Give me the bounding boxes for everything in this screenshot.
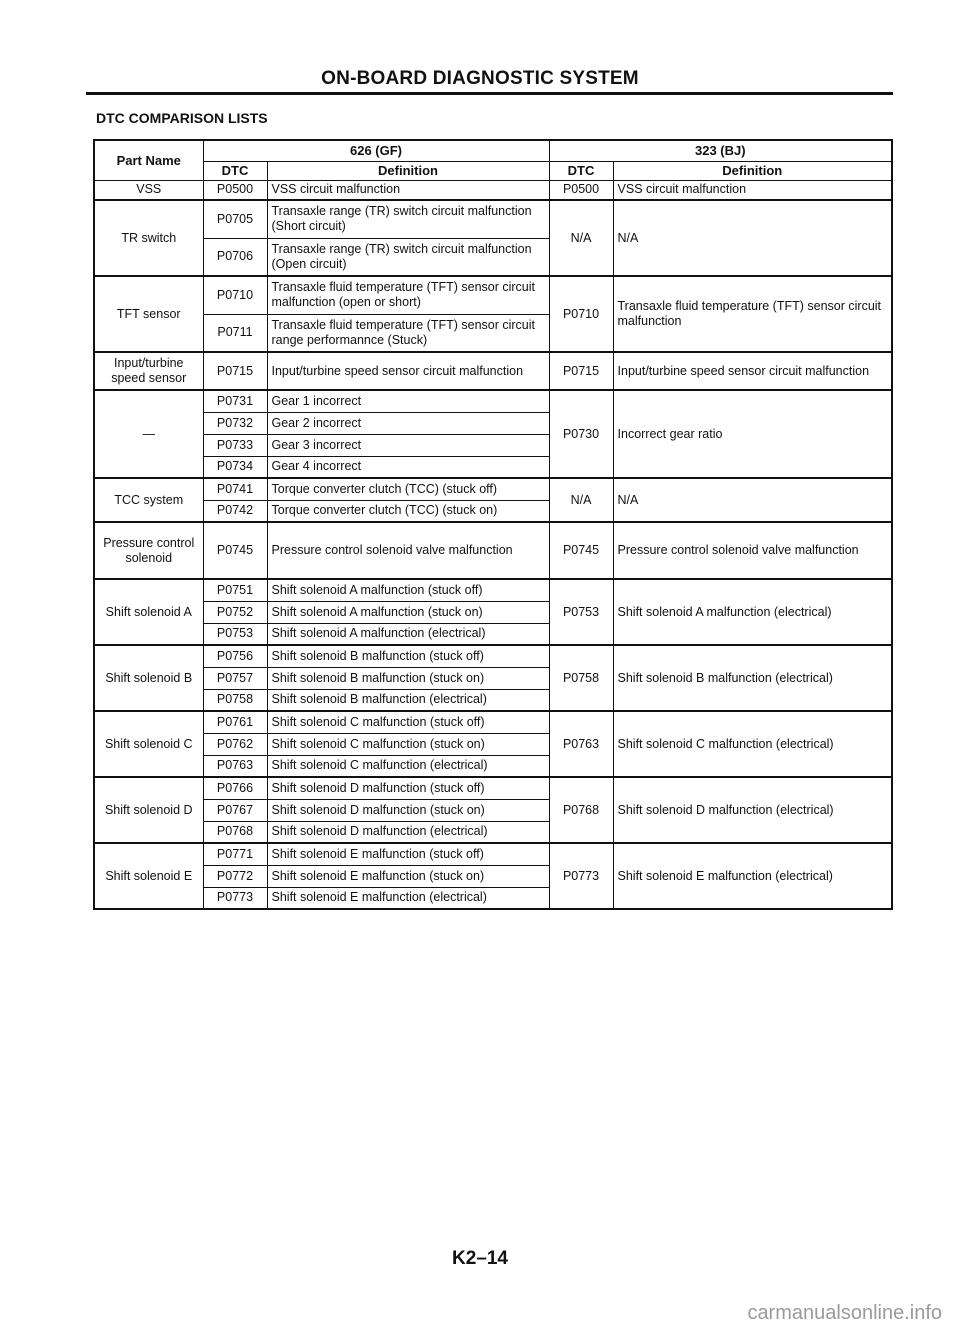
definition-cell: Shift solenoid C malfunction (electrical) <box>267 755 549 777</box>
table-row <box>94 777 892 799</box>
definition-cell: Shift solenoid A malfunction (stuck off) <box>267 579 549 601</box>
dtc-code-cell: P0751 <box>203 579 267 601</box>
dtc-code-cell: P0761 <box>203 711 267 733</box>
dtc-code-cell: P0500 <box>203 180 267 200</box>
dtc-code-cell: P0753 <box>203 623 267 645</box>
dtc-code-cell: P0771 <box>203 843 267 865</box>
definition-cell: Gear 3 incorrect <box>267 434 549 456</box>
definition-cell: Shift solenoid E malfunction (stuck on) <box>267 865 549 887</box>
definition-cell: Transaxle range (TR) switch circuit malfunction (Open circuit) <box>267 238 549 276</box>
dtc-comparison-table <box>93 139 893 910</box>
dtc-code-cell: P0705 <box>203 200 267 238</box>
definition-cell: Gear 2 incorrect <box>267 412 549 434</box>
dtc-code-cell: P0766 <box>203 777 267 799</box>
dtc-code-cell: P0734 <box>203 456 267 478</box>
page-number: K2–14 <box>452 1248 508 1269</box>
table-row <box>94 276 892 314</box>
dtc-code-cell: P0706 <box>203 238 267 276</box>
definition-cell: Gear 1 incorrect <box>267 390 549 412</box>
part-name-cell: TR switch <box>94 200 203 276</box>
dtc-code-cell: P0741 <box>203 478 267 500</box>
header-definition-gf: Definition <box>267 161 549 180</box>
definition-cell: Transaxle range (TR) switch circuit malfunction (Short circuit) <box>267 200 549 238</box>
dtc-code-cell: P0711 <box>203 314 267 352</box>
definition-cell: Shift solenoid D malfunction (electrical) <box>267 821 549 843</box>
page-title: ON-BOARD DIAGNOSTIC SYSTEM <box>321 68 639 89</box>
definition-cell: Shift solenoid C malfunction (stuck off) <box>267 711 549 733</box>
dtc-code-cell: P0732 <box>203 412 267 434</box>
bj-dtc-cell: P0768 <box>549 777 613 843</box>
dtc-code-cell: P0758 <box>203 689 267 711</box>
dtc-code-cell: P0772 <box>203 865 267 887</box>
table-row <box>94 180 892 200</box>
dtc-code-cell: P0768 <box>203 821 267 843</box>
definition-cell: Input/turbine speed sensor circuit malfunction <box>267 352 549 390</box>
header-group-323bj: 323 (BJ) <box>549 140 892 161</box>
dtc-code-cell: P0745 <box>203 522 267 579</box>
dtc-code-cell: P0710 <box>203 276 267 314</box>
dtc-code-cell: P0773 <box>203 887 267 909</box>
part-name-cell: VSS <box>94 180 203 200</box>
bj-dtc-cell: P0730 <box>549 390 613 478</box>
header-part-name: Part Name <box>94 140 203 180</box>
bj-definition-cell: N/A <box>613 478 892 522</box>
table-row <box>94 390 892 412</box>
bj-dtc-cell: P0710 <box>549 276 613 352</box>
bj-dtc-cell: P0763 <box>549 711 613 777</box>
definition-cell: Shift solenoid E malfunction (stuck off) <box>267 843 549 865</box>
table-row <box>94 645 892 667</box>
definition-cell: Shift solenoid B malfunction (electrical) <box>267 689 549 711</box>
bj-definition-cell: N/A <box>613 200 892 276</box>
dtc-code-cell: P0763 <box>203 755 267 777</box>
bj-dtc-cell: N/A <box>549 200 613 276</box>
bj-definition-cell: Shift solenoid C malfunction (electrical) <box>613 711 892 777</box>
definition-cell: Shift solenoid D malfunction (stuck off) <box>267 777 549 799</box>
bj-definition-cell: Shift solenoid A malfunction (electrical) <box>613 579 892 645</box>
bj-definition-cell: Shift solenoid E malfunction (electrical) <box>613 843 892 909</box>
definition-cell: Shift solenoid A malfunction (electrical) <box>267 623 549 645</box>
part-name-cell: Shift solenoid A <box>94 579 203 645</box>
bj-dtc-cell: P0745 <box>549 522 613 579</box>
definition-cell: Shift solenoid B malfunction (stuck off) <box>267 645 549 667</box>
dtc-code-cell: P0715 <box>203 352 267 390</box>
bj-definition-cell: Pressure control solenoid valve malfunction <box>613 522 892 579</box>
dtc-code-cell: P0757 <box>203 667 267 689</box>
table-row <box>94 478 892 500</box>
dtc-code-cell: P0756 <box>203 645 267 667</box>
bj-dtc-cell: P0773 <box>549 843 613 909</box>
dtc-code-cell: P0767 <box>203 799 267 821</box>
part-name-cell: Shift solenoid B <box>94 645 203 711</box>
part-name-cell: Shift solenoid D <box>94 777 203 843</box>
bj-definition-cell: Incorrect gear ratio <box>613 390 892 478</box>
definition-cell: Pressure control solenoid valve malfunction <box>267 522 549 579</box>
dtc-code-cell: P0762 <box>203 733 267 755</box>
table-row <box>94 579 892 601</box>
bj-definition-cell: Shift solenoid D malfunction (electrical) <box>613 777 892 843</box>
bj-dtc-cell: N/A <box>549 478 613 522</box>
bj-dtc-cell: P0715 <box>549 352 613 390</box>
dtc-code-cell: P0733 <box>203 434 267 456</box>
definition-cell: Shift solenoid A malfunction (stuck on) <box>267 601 549 623</box>
dtc-code-cell: P0731 <box>203 390 267 412</box>
header-dtc-gf: DTC <box>203 161 267 180</box>
bj-dtc-cell: P0758 <box>549 645 613 711</box>
dtc-code-cell: P0742 <box>203 500 267 522</box>
header-group-626gf: 626 (GF) <box>203 140 549 161</box>
header-definition-bj: Definition <box>613 161 892 180</box>
table-row <box>94 843 892 865</box>
header-rule <box>86 92 893 95</box>
watermark: carmanualsonline.info <box>747 1302 942 1324</box>
definition-cell: Transaxle fluid temperature (TFT) sensor circuit range performannce (Stuck) <box>267 314 549 352</box>
part-name-cell: Shift solenoid E <box>94 843 203 909</box>
table-row <box>94 200 892 238</box>
definition-cell: Shift solenoid E malfunction (electrical) <box>267 887 549 909</box>
part-name-cell: Pressure control solenoid <box>94 522 203 579</box>
bj-dtc-cell: P0500 <box>549 180 613 200</box>
table-header <box>94 140 892 180</box>
definition-cell: Transaxle fluid temperature (TFT) sensor circuit malfunction (open or short) <box>267 276 549 314</box>
definition-cell: Shift solenoid C malfunction (stuck on) <box>267 733 549 755</box>
bj-definition-cell: Transaxle fluid temperature (TFT) sensor circuit malfunction <box>613 276 892 352</box>
definition-cell: Shift solenoid B malfunction (stuck on) <box>267 667 549 689</box>
part-name-cell: TFT sensor <box>94 276 203 352</box>
table-row <box>94 352 892 390</box>
part-name-cell: TCC system <box>94 478 203 522</box>
table-body <box>94 180 892 909</box>
bj-definition-cell: VSS circuit malfunction <box>613 180 892 200</box>
section-title: DTC COMPARISON LISTS <box>96 110 268 126</box>
definition-cell: Shift solenoid D malfunction (stuck on) <box>267 799 549 821</box>
definition-cell: Gear 4 incorrect <box>267 456 549 478</box>
definition-cell: Torque converter clutch (TCC) (stuck off) <box>267 478 549 500</box>
bj-definition-cell: Input/turbine speed sensor circuit malfunction <box>613 352 892 390</box>
bj-dtc-cell: P0753 <box>549 579 613 645</box>
part-name-cell: — <box>94 390 203 478</box>
table-row <box>94 522 892 579</box>
definition-cell: Torque converter clutch (TCC) (stuck on) <box>267 500 549 522</box>
part-name-cell: Input/turbine speed sensor <box>94 352 203 390</box>
definition-cell: VSS circuit malfunction <box>267 180 549 200</box>
dtc-code-cell: P0752 <box>203 601 267 623</box>
bj-definition-cell: Shift solenoid B malfunction (electrical) <box>613 645 892 711</box>
header-dtc-bj: DTC <box>549 161 613 180</box>
part-name-cell: Shift solenoid C <box>94 711 203 777</box>
table-row <box>94 711 892 733</box>
